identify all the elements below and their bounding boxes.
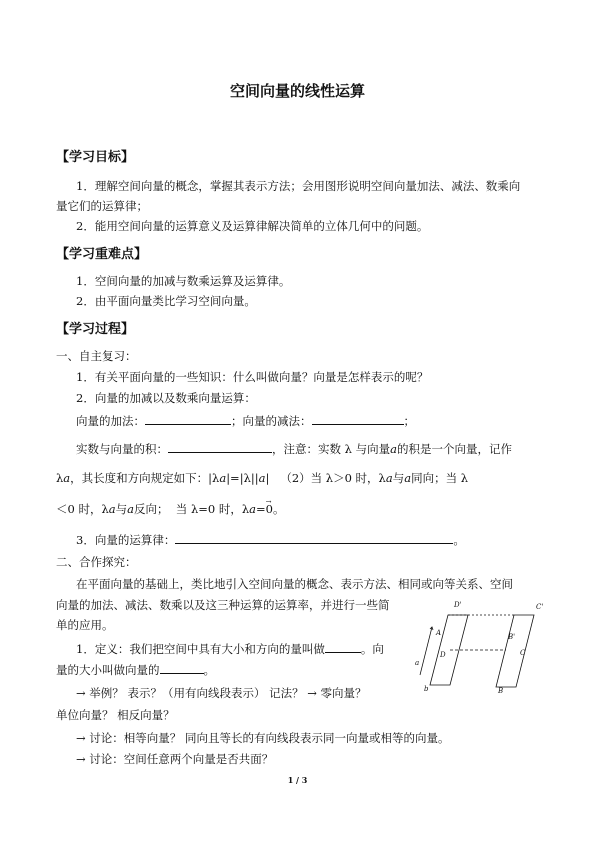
- vector-a: a: [108, 502, 116, 516]
- equals: =: [256, 502, 266, 516]
- length-text: ，其长度和方向规定如下：|λ: [70, 471, 220, 485]
- length-end: |: [265, 471, 270, 485]
- definition-magnitude: 量的大小叫做向量的: [56, 663, 160, 677]
- figure-label-c-prime: C': [536, 603, 544, 611]
- page-number: 1 / 3: [287, 775, 308, 785]
- figure-label-b: B: [498, 687, 504, 695]
- lt-zero: ＜0 时，λ: [56, 502, 109, 516]
- sub-answer-blank[interactable]: [312, 413, 404, 425]
- discussion-examples-cont: 单位向量？ 相反向量？: [56, 708, 175, 722]
- scalar-end: 的积是一个向量，记作: [396, 442, 512, 456]
- section-keypoints-heading: 【学习重难点】: [56, 247, 148, 262]
- review-scalar-line: [76, 441, 512, 456]
- add-answer-blank[interactable]: [145, 413, 231, 425]
- same-direction: 与: [115, 502, 128, 516]
- definition-end: 。: [203, 663, 215, 677]
- figure-label-c: C: [520, 649, 526, 657]
- length-mid: |=|λ||: [226, 471, 259, 485]
- parallelepiped-figure: [410, 595, 560, 695]
- explore-paragraph-1: 在平面向量的基础上，类比地引入空间向量的概念、表示方法、相同或向等关系、空间: [76, 577, 513, 591]
- objective-item-2: 2．能用空间向量的运算意义及运算律解决简单的立体几何中的问题。: [76, 219, 429, 233]
- definition-mid: 。向: [360, 642, 384, 656]
- explore-heading: 二、合作探究：: [56, 555, 137, 569]
- scalar-label: 实数与向量的积：: [76, 442, 168, 456]
- figure-label-a: A: [436, 629, 442, 637]
- parallelepiped-svg: [410, 595, 560, 695]
- explore-paragraph-3: 单的应用。: [56, 618, 114, 632]
- review-heading: 一、自主复习：: [56, 349, 137, 363]
- lambda: λ: [56, 471, 64, 485]
- vector-a: a: [390, 442, 397, 456]
- page-title: 空间向量的线性运算: [229, 82, 365, 100]
- figure-label-b-prime: B': [508, 633, 516, 641]
- sub-end: ；: [403, 414, 415, 428]
- scalar-mid: ，注意：实数 λ 与向量: [272, 442, 391, 456]
- objective-item-1: 1．理解空间向量的概念，掌握其表示方法；会用图形说明空间向量加法、减法、数乘向: [76, 179, 521, 193]
- vector-a: a: [219, 471, 227, 485]
- figure-label-vector-b: b: [424, 685, 429, 693]
- section-process-heading: 【学习过程】: [56, 322, 135, 337]
- same-direction: 与: [392, 471, 405, 485]
- figure-label-vector-a: a: [415, 659, 420, 667]
- definition-blank-1[interactable]: [325, 641, 361, 653]
- discussion-coplanar: → 讨论：空间任意两个向量是否共面？: [76, 752, 274, 766]
- figure-label-d: D: [440, 651, 446, 659]
- review-add-sub-line: [76, 413, 415, 428]
- case2-start: （2）当 λ＞0 时，λ: [280, 471, 386, 485]
- q3-label: 3．向量的运算律：: [76, 533, 176, 547]
- figure-label-d-prime: D': [454, 601, 462, 609]
- discussion-equal-vectors: → 讨论：相等向量？ 同向且等长的有向线段表示同一向量或相等的向量。: [76, 731, 450, 745]
- eq-zero: 当 λ=0 时，λ: [175, 502, 250, 516]
- zero-vector: → 0: [266, 502, 273, 516]
- section-objectives-heading: 【学习目标】: [56, 150, 135, 165]
- q3-end: 。: [453, 533, 465, 547]
- vector-a: a: [127, 502, 134, 516]
- sub-label: ；向量的减法：: [231, 414, 312, 428]
- review-question-3: [76, 532, 465, 547]
- vector-a: a: [249, 502, 256, 516]
- review-question-1: 1．有关平面向量的一些知识：什么叫做向量？向量是怎样表示的呢？: [76, 370, 429, 384]
- definition-start: 1．定义：我们把空间中具有大小和方向的量叫做: [76, 642, 325, 656]
- objective-item-1-cont: 量它们的运算律；: [56, 199, 148, 213]
- keypoint-item-1: 1．空间向量的加减与数乘运算及运算律。: [76, 274, 291, 288]
- review-length-line: [56, 471, 468, 485]
- definition-line: [76, 641, 384, 656]
- review-cases-line: [56, 502, 284, 516]
- explore-paragraph-2: 向量的加法、减法、数乘以及这三种运算的运算率，并进行一些简: [56, 598, 390, 612]
- vector-a: a: [258, 471, 266, 485]
- vector-a: a: [404, 471, 412, 485]
- case2-end: 同向；当 λ: [411, 471, 469, 485]
- vector-a: a: [385, 471, 393, 485]
- scalar-answer-blank[interactable]: [168, 441, 272, 453]
- review-question-2: 2．向量的加减以及数乘向量运算：: [76, 391, 256, 405]
- add-label: 向量的加法：: [76, 414, 145, 428]
- definition-line-2: [56, 662, 215, 677]
- period: 。: [272, 502, 285, 516]
- opposite-direction: 反向；: [133, 502, 169, 516]
- rules-answer-blank[interactable]: [175, 532, 453, 544]
- vector-a: a: [63, 471, 71, 485]
- definition-blank-2[interactable]: [160, 662, 204, 674]
- discussion-examples: → 举例？ 表示？（用有向线段表示） 记法？ → 零向量？: [76, 686, 367, 700]
- keypoint-item-2: 2．由平面向量类比学习空间向量。: [76, 294, 256, 308]
